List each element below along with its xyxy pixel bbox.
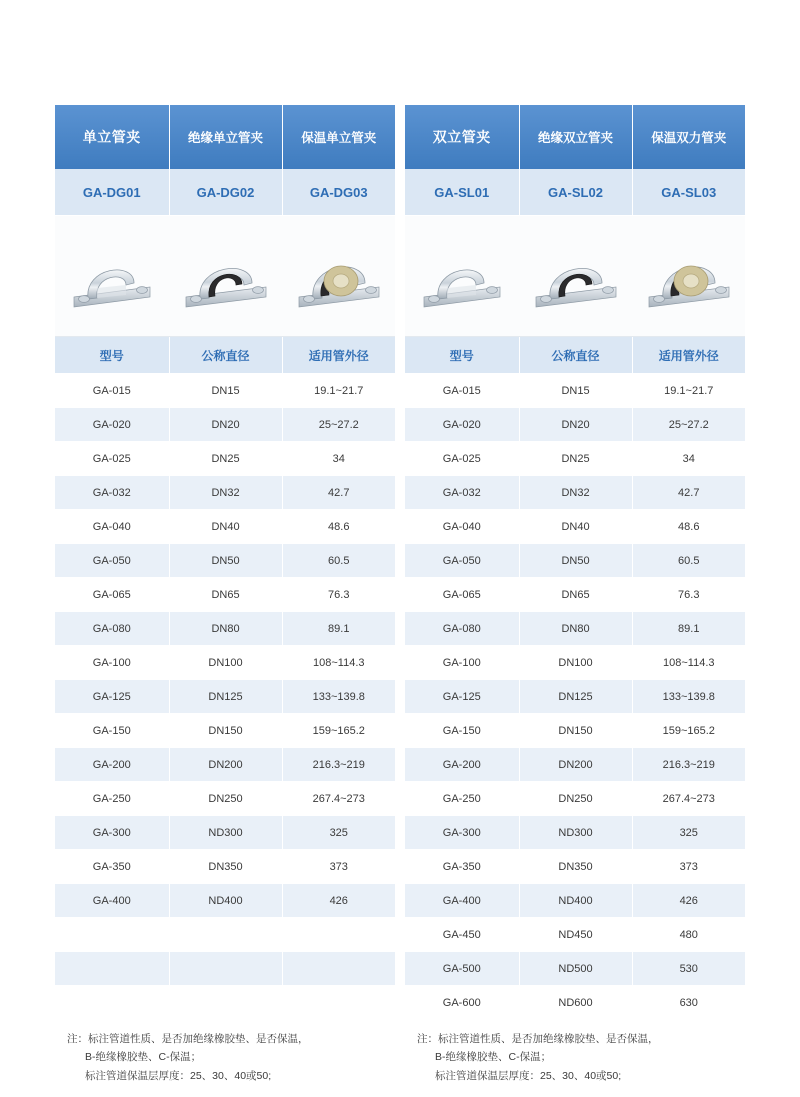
cell-model: GA-050: [55, 544, 169, 578]
table-row: [55, 816, 395, 850]
table-row: [55, 714, 395, 748]
cell-model: GA-025: [55, 442, 169, 476]
cell-od: 373: [282, 850, 395, 884]
cell-dn: ND400: [169, 884, 282, 918]
product-image-row: [55, 216, 395, 337]
cell-dn: [169, 952, 282, 986]
table-row: [405, 884, 745, 918]
cell-model: GA-032: [55, 476, 169, 510]
cell-model: GA-125: [55, 680, 169, 714]
cell-model: GA-032: [405, 476, 519, 510]
cell-dn: [169, 986, 282, 1020]
note-line: B-绝缘橡胶垫、C-保温；: [417, 1048, 737, 1066]
product-name-cell: 保温双力管夹: [632, 105, 745, 169]
cell-model: GA-040: [405, 510, 519, 544]
double-clamp-table: [405, 105, 745, 1097]
column-header: 型号: [55, 337, 169, 374]
pipe-clamp-plain-icon: [64, 239, 160, 313]
product-name-cell: 绝缘单立管夹: [169, 105, 282, 169]
cell-dn: ND450: [519, 918, 632, 952]
table-row: [55, 646, 395, 680]
cell-od: 42.7: [632, 476, 745, 510]
table-row: [55, 476, 395, 510]
column-header: 型号: [405, 337, 519, 374]
cell-od: 267.4~273: [282, 782, 395, 816]
product-name-cell: 单立管夹: [55, 105, 169, 169]
cell-od: 108~114.3: [632, 646, 745, 680]
cell-od: 530: [632, 952, 745, 986]
cell-od: 19.1~21.7: [632, 374, 745, 408]
product-code-cell: GA-DG03: [282, 169, 395, 216]
cell-od: 159~165.2: [632, 714, 745, 748]
cell-od: 25~27.2: [632, 408, 745, 442]
cell-od: 159~165.2: [282, 714, 395, 748]
cell-model: GA-015: [55, 374, 169, 408]
cell-dn: DN40: [169, 510, 282, 544]
cell-model: GA-400: [55, 884, 169, 918]
cell-model: GA-080: [55, 612, 169, 646]
cell-dn: DN65: [169, 578, 282, 612]
product-code-row: [55, 169, 395, 216]
notes-row: [55, 1020, 395, 1097]
note-line: 注：标注管道性质、是否加绝缘橡胶垫、是否保温，: [67, 1030, 387, 1048]
cell-od: [282, 952, 395, 986]
cell-dn: DN250: [169, 782, 282, 816]
product-image-cell: [169, 216, 282, 337]
product-image-cell: [405, 216, 519, 337]
cell-model: GA-025: [405, 442, 519, 476]
cell-dn: [169, 918, 282, 952]
cell-dn: DN20: [169, 408, 282, 442]
cell-dn: DN125: [519, 680, 632, 714]
table-row: [55, 680, 395, 714]
table-row: [405, 476, 745, 510]
cell-dn: DN20: [519, 408, 632, 442]
cell-od: 60.5: [632, 544, 745, 578]
table-row: [55, 782, 395, 816]
table-row: [405, 374, 745, 408]
table-row: [405, 408, 745, 442]
table-row: [405, 442, 745, 476]
cell-od: 108~114.3: [282, 646, 395, 680]
cell-dn: DN50: [519, 544, 632, 578]
product-name-cell: 保温单立管夹: [282, 105, 395, 169]
product-code-cell: GA-SL01: [405, 169, 519, 216]
cell-dn: DN32: [519, 476, 632, 510]
cell-model: GA-050: [405, 544, 519, 578]
cell-dn: DN150: [519, 714, 632, 748]
product-code-cell: GA-DG02: [169, 169, 282, 216]
table-row: [405, 986, 745, 1020]
product-image-cell: [519, 216, 632, 337]
product-name-row: [405, 105, 745, 169]
spec-rows: [55, 374, 395, 1020]
table-row: [405, 782, 745, 816]
column-header: 公称直径: [169, 337, 282, 374]
table-row: [55, 850, 395, 884]
cell-model: GA-020: [55, 408, 169, 442]
pipe-clamp-insulated-icon: [178, 239, 274, 313]
cell-model: GA-125: [405, 680, 519, 714]
table-row-empty: [55, 952, 395, 986]
cell-od: 25~27.2: [282, 408, 395, 442]
cell-dn: DN65: [519, 578, 632, 612]
cell-model: GA-100: [405, 646, 519, 680]
cell-od: 426: [632, 884, 745, 918]
cell-dn: DN50: [169, 544, 282, 578]
cell-dn: DN40: [519, 510, 632, 544]
product-image-row: [405, 216, 745, 337]
cell-dn: DN150: [169, 714, 282, 748]
cell-model: GA-600: [405, 986, 519, 1020]
table-row: [405, 544, 745, 578]
cell-model: GA-350: [405, 850, 519, 884]
cell-od: 373: [632, 850, 745, 884]
single-clamp-table: [55, 105, 395, 1097]
tables-container: [0, 105, 800, 1097]
table-row: [405, 510, 745, 544]
cell-model: GA-250: [405, 782, 519, 816]
table-row: [405, 952, 745, 986]
cell-od: 34: [282, 442, 395, 476]
cell-od: 89.1: [282, 612, 395, 646]
note-line: 标注管道保温层厚度：25、30、40或50;: [417, 1067, 737, 1085]
table-row: [55, 442, 395, 476]
cell-od: 426: [282, 884, 395, 918]
cell-od: 216.3~219: [632, 748, 745, 782]
cell-dn: ND300: [169, 816, 282, 850]
product-code-cell: GA-SL02: [519, 169, 632, 216]
cell-dn: DN100: [169, 646, 282, 680]
table-row: [405, 748, 745, 782]
column-header: 适用管外径: [632, 337, 745, 374]
cell-dn: ND500: [519, 952, 632, 986]
cell-dn: DN15: [519, 374, 632, 408]
table-row: [405, 714, 745, 748]
cell-od: 76.3: [282, 578, 395, 612]
cell-model: GA-150: [405, 714, 519, 748]
cell-model: GA-040: [55, 510, 169, 544]
cell-model: GA-450: [405, 918, 519, 952]
cell-od: 480: [632, 918, 745, 952]
cell-dn: ND600: [519, 986, 632, 1020]
cell-dn: DN80: [169, 612, 282, 646]
note-line: 注：标注管道性质、是否加绝缘橡胶垫、是否保温，: [417, 1030, 737, 1048]
column-header-row: [405, 337, 745, 374]
cell-model: GA-150: [55, 714, 169, 748]
table-row-empty: [55, 986, 395, 1020]
cell-od: 19.1~21.7: [282, 374, 395, 408]
pipe-clamp-thermal-icon: [641, 239, 737, 313]
table-row: [405, 918, 745, 952]
cell-od: 267.4~273: [632, 782, 745, 816]
cell-dn: DN125: [169, 680, 282, 714]
cell-model: GA-015: [405, 374, 519, 408]
cell-dn: DN200: [519, 748, 632, 782]
cell-dn: DN350: [169, 850, 282, 884]
cell-model: GA-080: [405, 612, 519, 646]
table-row: [55, 408, 395, 442]
cell-dn: DN250: [519, 782, 632, 816]
cell-model: GA-200: [55, 748, 169, 782]
cell-od: 34: [632, 442, 745, 476]
cell-od: 60.5: [282, 544, 395, 578]
cell-od: 76.3: [632, 578, 745, 612]
cell-dn: DN350: [519, 850, 632, 884]
cell-dn: DN25: [519, 442, 632, 476]
product-image-cell: [55, 216, 169, 337]
cell-dn: DN32: [169, 476, 282, 510]
note-line: 标注管道保温层厚度：25、30、40或50;: [67, 1067, 387, 1085]
cell-model: GA-300: [405, 816, 519, 850]
table-row: [405, 612, 745, 646]
cell-model: GA-500: [405, 952, 519, 986]
cell-od: 325: [282, 816, 395, 850]
cell-dn: ND400: [519, 884, 632, 918]
cell-od: 89.1: [632, 612, 745, 646]
cell-dn: DN25: [169, 442, 282, 476]
table-row: [55, 510, 395, 544]
product-code-row: [405, 169, 745, 216]
notes-cell: [405, 1020, 745, 1097]
column-header-row: [55, 337, 395, 374]
product-name-cell: 绝缘双立管夹: [519, 105, 632, 169]
cell-od: 630: [632, 986, 745, 1020]
table-row: [55, 578, 395, 612]
cell-model: GA-400: [405, 884, 519, 918]
cell-od: [282, 986, 395, 1020]
cell-od: 325: [632, 816, 745, 850]
pipe-clamp-plain-icon: [414, 239, 510, 313]
table-row: [55, 884, 395, 918]
cell-od: 133~139.8: [282, 680, 395, 714]
cell-model: GA-065: [55, 578, 169, 612]
product-image-cell: [632, 216, 745, 337]
table-row: [405, 850, 745, 884]
table-row: [405, 816, 745, 850]
table-row: [55, 374, 395, 408]
cell-dn: DN200: [169, 748, 282, 782]
cell-model: GA-300: [55, 816, 169, 850]
spec-rows: [405, 374, 745, 1020]
table-row: [405, 680, 745, 714]
cell-model: [55, 918, 169, 952]
cell-dn: DN15: [169, 374, 282, 408]
cell-model: GA-100: [55, 646, 169, 680]
table-row-empty: [55, 918, 395, 952]
note-line: B-绝缘橡胶垫、C-保温；: [67, 1048, 387, 1066]
notes-cell: [55, 1020, 395, 1097]
table-row: [405, 578, 745, 612]
cell-od: 48.6: [282, 510, 395, 544]
product-name-row: [55, 105, 395, 169]
cell-od: 216.3~219: [282, 748, 395, 782]
cell-dn: ND300: [519, 816, 632, 850]
cell-model: GA-065: [405, 578, 519, 612]
column-header: 适用管外径: [282, 337, 395, 374]
cell-dn: DN100: [519, 646, 632, 680]
cell-model: GA-350: [55, 850, 169, 884]
column-header: 公称直径: [519, 337, 632, 374]
cell-od: 48.6: [632, 510, 745, 544]
cell-dn: DN80: [519, 612, 632, 646]
product-name-cell: 双立管夹: [405, 105, 519, 169]
table-row: [55, 612, 395, 646]
cell-model: [55, 986, 169, 1020]
cell-model: [55, 952, 169, 986]
cell-model: GA-020: [405, 408, 519, 442]
cell-od: [282, 918, 395, 952]
product-image-cell: [282, 216, 395, 337]
cell-od: 133~139.8: [632, 680, 745, 714]
cell-model: GA-250: [55, 782, 169, 816]
table-row: [55, 544, 395, 578]
product-code-cell: GA-DG01: [55, 169, 169, 216]
notes-row: [405, 1020, 745, 1097]
pipe-clamp-thermal-icon: [291, 239, 387, 313]
table-row: [55, 748, 395, 782]
table-row: [405, 646, 745, 680]
product-code-cell: GA-SL03: [632, 169, 745, 216]
cell-model: GA-200: [405, 748, 519, 782]
cell-od: 42.7: [282, 476, 395, 510]
pipe-clamp-insulated-icon: [528, 239, 624, 313]
